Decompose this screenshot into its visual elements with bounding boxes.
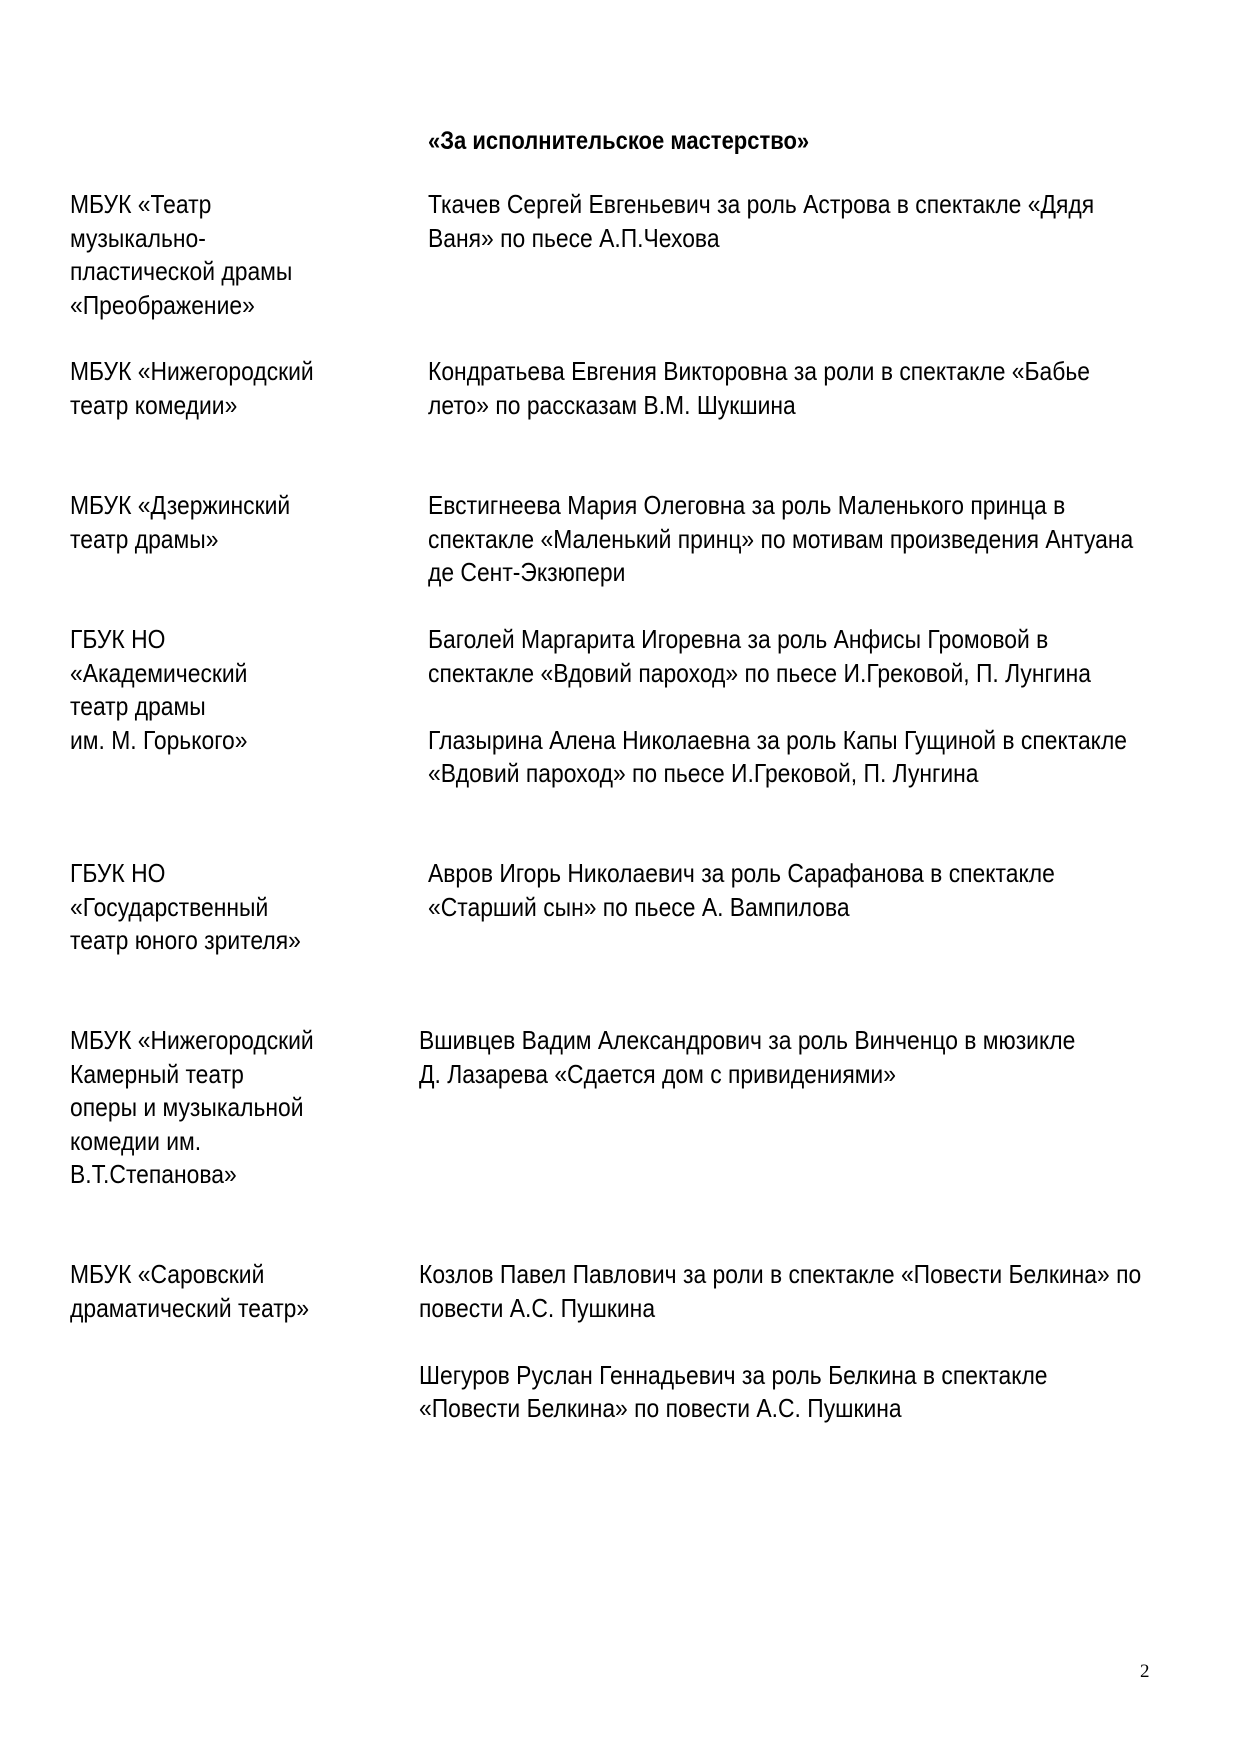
nominee-entry: Глазырина Алена Николаевна за роль Капы Гущиной в спектакле «Вдовий пароход» по пьесе И.Грековой, П. Лунгина	[428, 724, 1128, 788]
nominee-list	[419, 1258, 1240, 1426]
nominee-entry: Козлов Павел Павлович за роли в спектакле «Повести Белкина» по повести А.С. Пушкина	[419, 1259, 1142, 1323]
nominee-list	[428, 857, 1240, 924]
theatre-name: ГБУК НО «Академический театр драмы им. М. Горького»	[70, 624, 248, 755]
nominee-list	[419, 1024, 1240, 1091]
nominee-list	[428, 355, 1240, 422]
nominee-entry: Шегуров Руслан Геннадьевич за роль Белкина в спектакле «Повести Белкина» по повести А.С. Пушкина	[419, 1359, 1048, 1423]
nominee-entry: Баголей Маргарита Игоревна за роль Анфисы Громовой в спектакле «Вдовий пароход» по пьесе И.Грековой, П. Лунгина	[428, 624, 1091, 688]
nominee-list	[428, 489, 1240, 590]
nominee-list	[428, 623, 1240, 791]
theatre-name: МБУК «Дзержинский театр драмы»	[70, 490, 291, 554]
nominee-entry: Кондратьева Евгения Викторовна за роли в спектакле «Бабье лето» по рассказам В.М. Шукшина	[428, 356, 1091, 420]
nominee-entry: Авров Игорь Николаевич за роль Сарафанова в спектакле «Старший сын» по пьесе А. Вампилова	[428, 858, 1055, 922]
theatre-name: МБУК «Театр музыкально- пластической драмы «Преображение»	[70, 189, 293, 320]
nominee-entry: Евстигнеева Мария Олеговна за роль Маленького принца в спектакле «Маленький принц» по мотивам произведения Антуана де Сент-Экзюпери	[428, 490, 1134, 587]
nominee-entry: Вшивцев Вадим Александрович за роль Винченцо в мюзикле Д. Лазарева «Сдается дом с привидениями»	[419, 1025, 1076, 1089]
theatre-name: МБУК «Саровский драматический театр»	[70, 1259, 310, 1323]
nominee-list	[428, 188, 1240, 255]
theatre-name: ГБУК НО «Государственный театр юного зрителя»	[70, 858, 301, 955]
section-title: «За исполнительское мастерство»	[428, 127, 810, 155]
nominee-entry: Ткачев Сергей Евгеньевич за роль Астрова в спектакле «Дядя Ваня» по пьесе А.П.Чехова	[428, 189, 1095, 253]
page-number: 2	[1140, 1661, 1150, 1682]
theatre-name: МБУК «Нижегородский театр комедии»	[70, 356, 314, 420]
theatre-name: МБУК «Нижегородский Камерный театр оперы и музыкальной комедии им. В.Т.Степанова»	[70, 1025, 314, 1189]
